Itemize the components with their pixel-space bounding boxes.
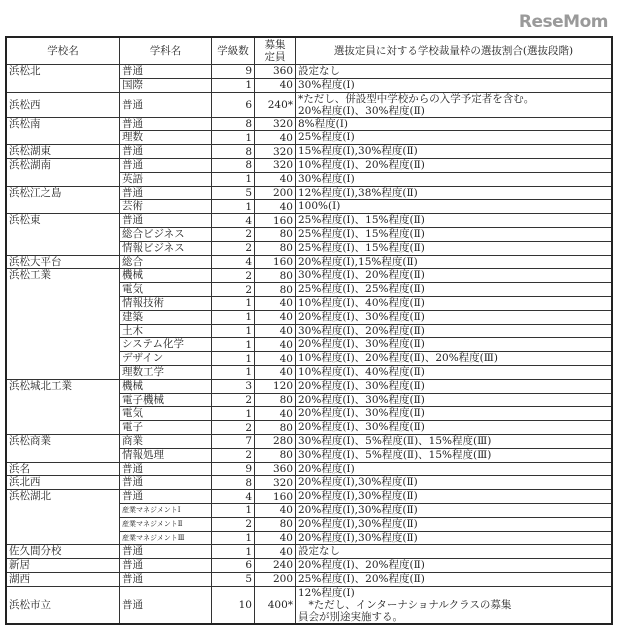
- school-name-cell: 浜松商業: [6, 434, 120, 462]
- table-row: [6, 158, 612, 172]
- dept-name-cell: 普通: [120, 214, 212, 228]
- classes-cell: 1: [212, 531, 255, 545]
- capacity-cell: 40: [255, 531, 296, 545]
- table-row: [6, 545, 612, 559]
- ratio-line: 25%程度(Ⅰ)、15%程度(Ⅱ): [298, 227, 425, 240]
- dept-name-cell: 商業: [120, 434, 212, 448]
- capacity-cell: 200: [255, 572, 296, 586]
- capacity-cell: 80: [255, 227, 296, 241]
- capacity-cell: 160: [255, 214, 296, 228]
- dept-name-cell: 普通: [120, 559, 212, 573]
- school-name-cell: 浜松湖北: [6, 490, 120, 545]
- capacity-cell: 40: [255, 407, 296, 421]
- classes-cell: 4: [212, 214, 255, 228]
- classes-cell: 10: [212, 586, 255, 624]
- ratio-line: 20%程度(Ⅰ)、30%程度(Ⅱ): [298, 393, 425, 406]
- resemom-watermark-logo: ReseMom: [518, 12, 608, 32]
- ratio-line: 20%程度(Ⅰ)、30%程度(Ⅱ): [298, 379, 425, 392]
- school-name-cell: 浜松江之島: [6, 186, 120, 214]
- classes-cell: 1: [212, 296, 255, 310]
- dept-name-cell: 産業マネジメントⅡ: [120, 517, 212, 531]
- dept-name-cell: 普通: [120, 476, 212, 490]
- classes-cell: 5: [212, 572, 255, 586]
- table-row: [6, 559, 612, 573]
- table-row: [6, 65, 612, 79]
- classes-cell: 1: [212, 78, 255, 92]
- ratio-cell: [296, 379, 613, 393]
- classes-cell: 2: [212, 283, 255, 297]
- ratio-cell: [296, 448, 613, 462]
- ratio-line: 30%程度(Ⅰ)、5%程度(Ⅱ)、15%程度(Ⅲ): [298, 434, 492, 447]
- dept-name-cell: 土木: [120, 324, 212, 338]
- capacity-cell: 160: [255, 255, 296, 269]
- ratio-line: 30%程度(Ⅰ)、20%程度(Ⅱ): [298, 269, 425, 282]
- ratio-cell: [296, 365, 613, 379]
- ratio-line: 10%程度(Ⅰ)、20%程度(Ⅱ)、20%程度(Ⅲ): [298, 352, 499, 365]
- ratio-cell: [296, 241, 613, 255]
- ratio-cell: [296, 145, 613, 159]
- ratio-line: 12%程度(Ⅰ): [298, 586, 355, 599]
- dept-name-cell: 情報技術: [120, 296, 212, 310]
- school-name-cell: 浜名: [6, 462, 120, 476]
- capacity-cell: 240*: [255, 92, 296, 117]
- ratio-cell: [296, 296, 613, 310]
- capacity-cell: 320: [255, 476, 296, 490]
- classes-cell: 2: [212, 269, 255, 283]
- ratio-cell: [296, 255, 613, 269]
- ratio-line: 25%程度(Ⅰ)、15%程度(Ⅱ): [298, 241, 425, 254]
- capacity-cell: 40: [255, 365, 296, 379]
- table-row: [6, 92, 612, 117]
- header-school: 学校名: [6, 37, 120, 65]
- selection-ratio-table: [5, 36, 613, 625]
- capacity-cell: 40: [255, 324, 296, 338]
- school-name-cell: 浜北西: [6, 476, 120, 490]
- capacity-cell: 40: [255, 296, 296, 310]
- classes-cell: 2: [212, 241, 255, 255]
- classes-cell: 4: [212, 490, 255, 504]
- ratio-cell: [296, 421, 613, 435]
- school-name-cell: 浜松湖南: [6, 158, 120, 186]
- classes-cell: 1: [212, 545, 255, 559]
- classes-cell: 3: [212, 379, 255, 393]
- ratio-line: 10%程度(Ⅰ)、40%程度(Ⅱ): [298, 365, 425, 378]
- classes-cell: 1: [212, 365, 255, 379]
- dept-name-cell: 国際: [120, 78, 212, 92]
- dept-name-cell: 電気: [120, 283, 212, 297]
- ratio-cell: [296, 462, 613, 476]
- capacity-cell: 280: [255, 434, 296, 448]
- ratio-cell: [296, 310, 613, 324]
- table-header-row: [6, 37, 612, 65]
- classes-cell: 8: [212, 476, 255, 490]
- dept-name-cell: 普通: [120, 586, 212, 624]
- ratio-line: 20%程度(Ⅰ): [298, 462, 355, 475]
- dept-name-cell: 機械: [120, 269, 212, 283]
- table-row: [6, 434, 612, 448]
- table-row: [6, 586, 612, 624]
- capacity-cell: 40: [255, 310, 296, 324]
- capacity-cell: 40: [255, 545, 296, 559]
- dept-name-cell: 英語: [120, 172, 212, 186]
- classes-cell: 2: [212, 448, 255, 462]
- table-row: [6, 490, 612, 504]
- dept-name-cell: 総合: [120, 255, 212, 269]
- classes-cell: 5: [212, 186, 255, 200]
- classes-cell: 9: [212, 65, 255, 79]
- dept-name-cell: 情報処理: [120, 448, 212, 462]
- table-row: [6, 572, 612, 586]
- school-name-cell: 佐久間分校: [6, 545, 120, 559]
- capacity-cell: 80: [255, 283, 296, 297]
- capacity-cell: 80: [255, 448, 296, 462]
- classes-cell: 2: [212, 517, 255, 531]
- capacity-cell: 40: [255, 503, 296, 517]
- table-row: [6, 117, 612, 131]
- capacity-cell: 80: [255, 393, 296, 407]
- school-name-cell: 浜松東: [6, 214, 120, 255]
- ratio-cell: [296, 503, 613, 517]
- ratio-cell: [296, 158, 613, 172]
- header-dept: 学科名: [120, 37, 212, 65]
- dept-name-cell: 普通: [120, 545, 212, 559]
- ratio-line: 20%程度(Ⅰ)、20%程度(Ⅱ): [298, 559, 425, 572]
- dept-name-cell: 普通: [120, 186, 212, 200]
- ratio-line: 20%程度(Ⅰ),30%程度(Ⅱ): [298, 531, 418, 544]
- dept-name-cell: 理数: [120, 131, 212, 145]
- table-row: [6, 462, 612, 476]
- ratio-line: 25%程度(Ⅰ): [298, 131, 355, 144]
- ratio-line: 25%程度(Ⅰ)、20%程度(Ⅱ): [298, 572, 425, 585]
- ratio-line: 20%程度(Ⅰ),15%程度(Ⅱ): [298, 255, 418, 268]
- capacity-cell: 200: [255, 186, 296, 200]
- ratio-cell: [296, 200, 613, 214]
- ratio-cell: [296, 352, 613, 366]
- table-row: [6, 255, 612, 269]
- dept-name-cell: 普通: [120, 490, 212, 504]
- header-capacity-line1: 募集: [264, 39, 286, 51]
- dept-name-cell: 産業マネジメントⅢ: [120, 531, 212, 545]
- dept-name-cell: 普通: [120, 572, 212, 586]
- capacity-cell: 80: [255, 269, 296, 283]
- capacity-cell: 40: [255, 78, 296, 92]
- capacity-cell: 320: [255, 158, 296, 172]
- classes-cell: 2: [212, 227, 255, 241]
- capacity-cell: 40: [255, 200, 296, 214]
- ratio-line: 100%(Ⅰ): [298, 200, 341, 213]
- ratio-cell: [296, 172, 613, 186]
- dept-name-cell: 情報ビジネス: [120, 241, 212, 255]
- capacity-cell: 80: [255, 421, 296, 435]
- classes-cell: 9: [212, 462, 255, 476]
- table-row: [6, 476, 612, 490]
- classes-cell: 1: [212, 324, 255, 338]
- ratio-cell: [296, 338, 613, 352]
- capacity-cell: 160: [255, 490, 296, 504]
- ratio-line: *ただし、併設型中学校からの入学予定者を含む。: [298, 92, 535, 105]
- classes-cell: 2: [212, 421, 255, 435]
- ratio-cell: [296, 269, 613, 283]
- dept-name-cell: 総合ビジネス: [120, 227, 212, 241]
- dept-name-cell: 理数工学: [120, 365, 212, 379]
- ratio-line: 設定なし: [298, 65, 340, 77]
- ratio-line: 30%程度(Ⅰ): [298, 172, 355, 185]
- ratio-line: 員会が別途実施する。: [298, 610, 403, 623]
- ratio-cell: [296, 393, 613, 407]
- classes-cell: 8: [212, 117, 255, 131]
- dept-name-cell: 電子機械: [120, 393, 212, 407]
- classes-cell: 7: [212, 434, 255, 448]
- ratio-cell: [296, 517, 613, 531]
- dept-name-cell: 普通: [120, 92, 212, 117]
- header-classes: 学級数: [212, 37, 255, 65]
- ratio-line: 25%程度(Ⅰ)、25%程度(Ⅱ): [298, 283, 425, 296]
- capacity-cell: 80: [255, 241, 296, 255]
- ratio-line: 20%程度(Ⅰ)、30%程度(Ⅱ): [298, 421, 425, 434]
- table-row: [6, 186, 612, 200]
- dept-name-cell: 普通: [120, 117, 212, 131]
- classes-cell: 8: [212, 158, 255, 172]
- classes-cell: 1: [212, 503, 255, 517]
- classes-cell: 1: [212, 131, 255, 145]
- ratio-cell: [296, 476, 613, 490]
- ratio-cell: [296, 65, 613, 79]
- capacity-cell: 40: [255, 338, 296, 352]
- header-capacity: [255, 37, 296, 65]
- classes-cell: 8: [212, 145, 255, 159]
- table-row: [6, 269, 612, 283]
- school-name-cell: 湖西: [6, 572, 120, 586]
- ratio-line: 20%程度(Ⅰ),30%程度(Ⅱ): [298, 490, 418, 503]
- table-row: [6, 145, 612, 159]
- ratio-line: 10%程度(Ⅰ)、40%程度(Ⅱ): [298, 296, 425, 309]
- classes-cell: 1: [212, 310, 255, 324]
- ratio-line: 20%程度(Ⅰ)、30%程度(Ⅱ): [298, 310, 425, 323]
- ratio-line: 設定なし: [298, 545, 340, 558]
- dept-name-cell: 産業マネジメントⅠ: [120, 503, 212, 517]
- classes-cell: 1: [212, 172, 255, 186]
- classes-cell: 2: [212, 393, 255, 407]
- school-name-cell: 新居: [6, 559, 120, 573]
- ratio-cell: [296, 283, 613, 297]
- header-ratio: 選抜定員に対する学校裁量枠の選抜割合(選抜段階): [296, 37, 613, 65]
- ratio-cell: [296, 117, 613, 131]
- ratio-line: 20%程度(Ⅰ)、30%程度(Ⅱ): [298, 338, 425, 351]
- header-capacity-line2: 定員: [264, 51, 286, 63]
- ratio-cell: [296, 586, 613, 624]
- ratio-cell: [296, 92, 613, 117]
- classes-cell: 1: [212, 338, 255, 352]
- capacity-cell: 360: [255, 462, 296, 476]
- ratio-line: 10%程度(Ⅰ)、20%程度(Ⅱ): [298, 158, 425, 171]
- ratio-line: 20%程度(Ⅰ),30%程度(Ⅱ): [298, 476, 418, 489]
- dept-name-cell: 機械: [120, 379, 212, 393]
- ratio-line: *ただし、インターナショナルクラスの募集: [298, 598, 512, 611]
- dept-name-cell: 普通: [120, 65, 212, 79]
- dept-name-cell: 普通: [120, 158, 212, 172]
- ratio-cell: [296, 227, 613, 241]
- ratio-cell: [296, 186, 613, 200]
- ratio-line: 15%程度(Ⅰ),30%程度(Ⅱ): [298, 145, 418, 158]
- classes-cell: 6: [212, 559, 255, 573]
- ratio-line: 30%程度(Ⅰ)、5%程度(Ⅱ)、15%程度(Ⅲ): [298, 448, 492, 461]
- capacity-cell: 40: [255, 352, 296, 366]
- school-name-cell: 浜松市立: [6, 586, 120, 624]
- ratio-cell: [296, 131, 613, 145]
- school-name-cell: 浜松西: [6, 92, 120, 117]
- dept-name-cell: デザイン: [120, 352, 212, 366]
- ratio-cell: [296, 572, 613, 586]
- classes-cell: 1: [212, 352, 255, 366]
- ratio-line: 25%程度(Ⅰ)、15%程度(Ⅱ): [298, 214, 425, 227]
- ratio-line: 20%程度(Ⅰ)、30%程度(Ⅱ): [298, 104, 425, 117]
- school-name-cell: 浜松湖東: [6, 145, 120, 159]
- ratio-line: 20%程度(Ⅰ),30%程度(Ⅱ): [298, 517, 418, 530]
- ratio-cell: [296, 407, 613, 421]
- school-name-cell: 浜松大平台: [6, 255, 120, 269]
- dept-name-cell: 普通: [120, 462, 212, 476]
- school-name-cell: 浜松南: [6, 117, 120, 145]
- school-name-cell: 浜松北: [6, 65, 120, 93]
- ratio-cell: [296, 490, 613, 504]
- classes-cell: 1: [212, 407, 255, 421]
- dept-name-cell: システム化学: [120, 338, 212, 352]
- ratio-cell: [296, 545, 613, 559]
- ratio-line: 30%程度(Ⅰ)、20%程度(Ⅱ): [298, 324, 425, 337]
- capacity-cell: 360: [255, 65, 296, 79]
- capacity-cell: 80: [255, 517, 296, 531]
- ratio-line: 30%程度(Ⅰ): [298, 78, 355, 91]
- school-name-cell: 浜松工業: [6, 269, 120, 379]
- ratio-cell: [296, 559, 613, 573]
- dept-name-cell: 芸術: [120, 200, 212, 214]
- capacity-cell: 40: [255, 172, 296, 186]
- capacity-cell: 240: [255, 559, 296, 573]
- capacity-cell: 120: [255, 379, 296, 393]
- ratio-line: 8%程度(Ⅰ): [298, 117, 348, 130]
- ratio-cell: [296, 214, 613, 228]
- capacity-cell: 320: [255, 145, 296, 159]
- classes-cell: 4: [212, 255, 255, 269]
- dept-name-cell: 電気: [120, 407, 212, 421]
- ratio-line: 20%程度(Ⅰ),30%程度(Ⅱ): [298, 503, 418, 516]
- ratio-cell: [296, 78, 613, 92]
- dept-name-cell: 建築: [120, 310, 212, 324]
- ratio-line: 12%程度(Ⅰ),38%程度(Ⅱ): [298, 186, 418, 199]
- ratio-line: 20%程度(Ⅰ)、30%程度(Ⅱ): [298, 407, 425, 420]
- classes-cell: 1: [212, 200, 255, 214]
- capacity-cell: 400*: [255, 586, 296, 624]
- classes-cell: 6: [212, 92, 255, 117]
- ratio-cell: [296, 531, 613, 545]
- capacity-cell: 40: [255, 131, 296, 145]
- dept-name-cell: 電子: [120, 421, 212, 435]
- school-name-cell: 浜松城北工業: [6, 379, 120, 434]
- ratio-cell: [296, 324, 613, 338]
- capacity-cell: 320: [255, 117, 296, 131]
- table-row: [6, 379, 612, 393]
- ratio-cell: [296, 434, 613, 448]
- table-row: [6, 214, 612, 228]
- dept-name-cell: 普通: [120, 145, 212, 159]
